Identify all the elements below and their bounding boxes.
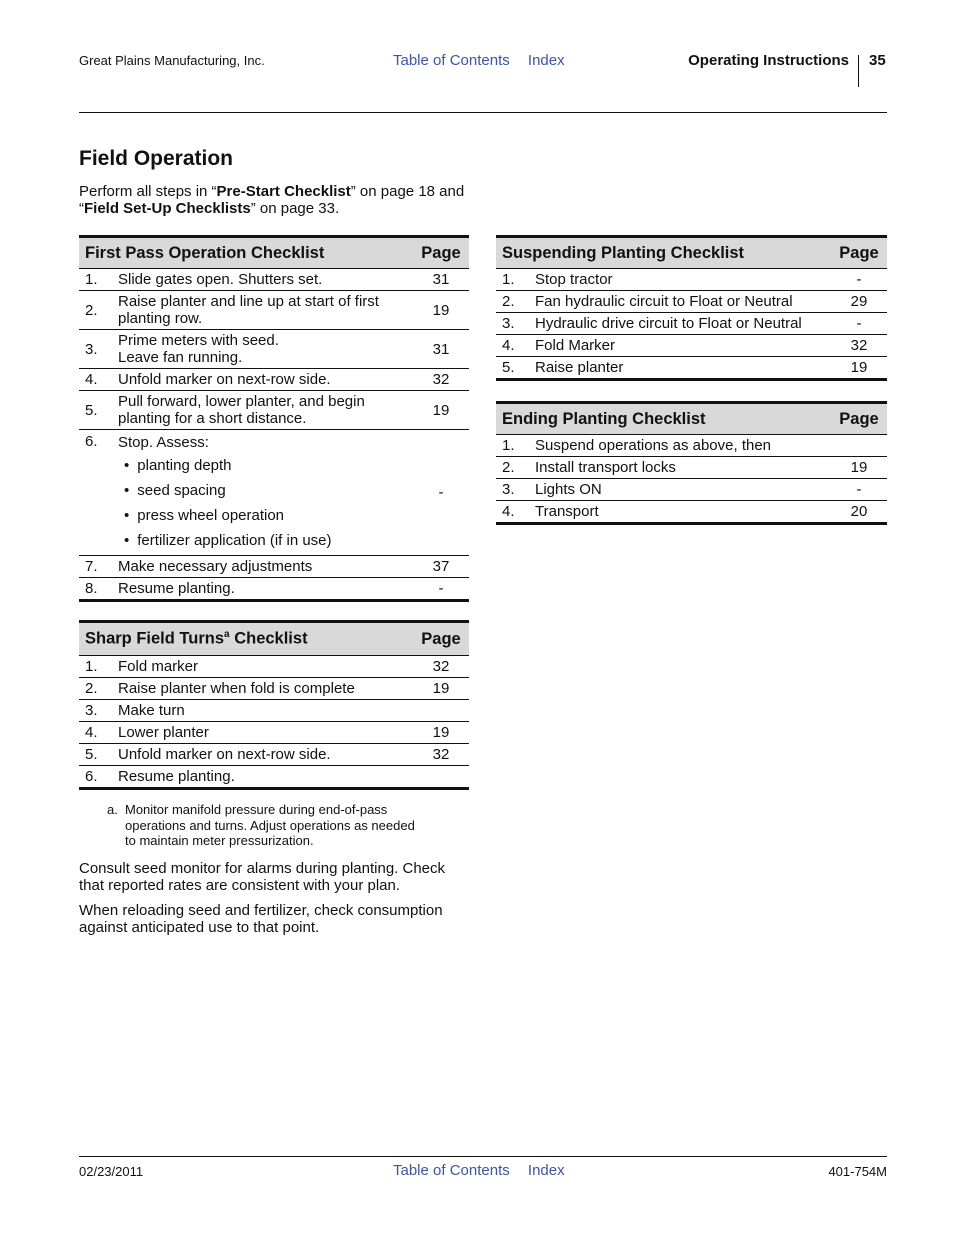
intro-paragraph — [79, 183, 469, 217]
table-title: First Pass Operation Checklist — [79, 237, 413, 269]
section-title: Operating Instructions — [688, 52, 849, 69]
step-number: 4. — [79, 369, 118, 391]
step-number: 5. — [79, 744, 118, 766]
table-title: Suspending Planting Checklist — [496, 237, 831, 269]
bullet-item: • press wheel operation — [124, 503, 413, 528]
bullet-item: • planting depth — [124, 453, 413, 478]
footer-date: 02/23/2011 — [79, 1164, 144, 1179]
step-number: 2. — [496, 457, 535, 479]
page-ref: 32 — [831, 335, 887, 357]
page-ref: 29 — [831, 291, 887, 313]
page-column-header: Page — [831, 403, 887, 435]
table-row — [496, 457, 887, 479]
table-row — [496, 335, 887, 357]
table-row — [79, 391, 469, 430]
table-row — [79, 766, 469, 789]
ending-planting-checklist-table — [496, 401, 887, 525]
step-text: Resume planting. — [118, 578, 413, 601]
header-divider — [858, 55, 859, 87]
step-text: Pull forward, lower planter, and begin planting for a short distance. — [118, 391, 413, 430]
footnote-text: to maintain meter pressurization. — [125, 833, 314, 848]
table-row — [496, 269, 887, 291]
page-ref: - — [831, 479, 887, 501]
step-text: Raise planter and line up at start of first planting row. — [118, 291, 413, 330]
step-number: 8. — [79, 578, 118, 601]
page-ref: 32 — [413, 744, 469, 766]
step-text: Unfold marker on next-row side. — [118, 369, 413, 391]
step-number: 3. — [79, 330, 118, 369]
page-ref: 31 — [413, 269, 469, 291]
step-number: 5. — [79, 391, 118, 430]
table-row — [79, 656, 469, 678]
page-ref: 19 — [413, 722, 469, 744]
page-ref: - — [413, 578, 469, 601]
step-number: 2. — [496, 291, 535, 313]
step-number: 5. — [496, 357, 535, 380]
page-ref: 32 — [413, 369, 469, 391]
table-row — [79, 700, 469, 722]
seed-monitor-paragraph: Consult seed monitor for alarms during planting. Check that reported rates are consistent with your plan. — [79, 860, 446, 894]
step-text: Stop tractor — [535, 269, 831, 291]
header-rule — [79, 112, 887, 113]
intro-ref-setup: Field Set-Up Checklists — [84, 200, 251, 217]
header-nav — [393, 52, 579, 69]
table-row — [496, 435, 887, 457]
table-row — [79, 269, 469, 291]
step-number: 6. — [79, 766, 118, 789]
step-number: 4. — [496, 335, 535, 357]
table-row — [496, 313, 887, 335]
step-number: 3. — [79, 700, 118, 722]
step-text: Make turn — [118, 700, 413, 722]
page-column-header: Page — [413, 237, 469, 269]
table-row — [496, 291, 887, 313]
step-text: Raise planter when fold is complete — [118, 678, 413, 700]
document-number: 401-754M — [828, 1164, 887, 1179]
step-text: Resume planting. — [118, 766, 413, 789]
table-of-contents-link[interactable]: Table of Contents — [393, 52, 510, 69]
footnote-text: Monitor manifold pressure during end-of-pass — [125, 802, 388, 817]
intro-ref-prestart: Pre-Start Checklist — [216, 183, 351, 200]
bullet-item: • seed spacing — [124, 478, 413, 503]
step-number: 3. — [496, 479, 535, 501]
page-ref: 32 — [413, 656, 469, 678]
index-link[interactable]: Index — [527, 52, 565, 69]
step-text: Slide gates open. Shutters set. — [118, 269, 413, 291]
step-number: 1. — [496, 435, 535, 457]
step-text: Fold Marker — [535, 335, 831, 357]
page-ref: - — [413, 430, 469, 556]
table-row — [79, 722, 469, 744]
intro-text: ” on page 18 and “ — [79, 183, 465, 217]
table-row — [79, 291, 469, 330]
table-title-text: Sharp Field Turns — [85, 629, 225, 648]
footnote-marker: a — [224, 629, 230, 641]
first-pass-checklist-table — [79, 235, 469, 602]
page-ref: 19 — [413, 391, 469, 430]
footnote-letter: a. — [107, 802, 118, 817]
page-ref — [413, 700, 469, 722]
table-row — [496, 501, 887, 524]
table-title-text: Checklist — [229, 629, 308, 648]
step-text: Make necessary adjustments — [118, 556, 413, 578]
step-text: Raise planter — [535, 357, 831, 380]
table-title — [79, 622, 413, 656]
step-number: 4. — [496, 501, 535, 524]
step-text-line: Prime meters with seed. — [118, 332, 279, 349]
step-number: 3. — [496, 313, 535, 335]
step-number: 6. — [79, 430, 118, 556]
page-ref: 20 — [831, 501, 887, 524]
reloading-paragraph: When reloading seed and fertilizer, check consumption against anticipated use to that point. — [79, 902, 443, 936]
step-number: 1. — [79, 656, 118, 678]
step-text — [118, 330, 413, 369]
step-text: Fold marker — [118, 656, 413, 678]
page-ref: 31 — [413, 330, 469, 369]
page-ref: - — [831, 313, 887, 335]
step-heading: Stop. Assess: — [118, 434, 209, 451]
footnote-text: operations and turns. Adjust operations as needed — [125, 817, 415, 833]
page-number: 35 — [869, 52, 886, 69]
page-ref: 19 — [413, 678, 469, 700]
table-row — [79, 556, 469, 578]
company-name: Great Plains Manufacturing, Inc. — [79, 53, 265, 68]
sharp-field-turns-checklist-table — [79, 620, 469, 790]
page-ref: 19 — [413, 291, 469, 330]
index-link[interactable]: Index — [527, 1162, 565, 1179]
footer-nav — [393, 1162, 579, 1179]
table-row — [79, 578, 469, 601]
page-ref: - — [831, 269, 887, 291]
table-row — [79, 678, 469, 700]
step-text: Hydraulic drive circuit to Float or Neutral — [535, 313, 831, 335]
step-text — [118, 430, 413, 556]
step-number: 7. — [79, 556, 118, 578]
step-text: Suspend operations as above, then — [535, 435, 831, 457]
page-title: Field Operation — [79, 147, 234, 170]
step-number: 1. — [496, 269, 535, 291]
page-column-header: Page — [413, 622, 469, 656]
bullet-item: • fertilizer application (if in use) — [124, 528, 413, 553]
page-ref — [413, 766, 469, 789]
table-footnote — [107, 802, 452, 849]
page-ref: 19 — [831, 357, 887, 380]
table-row — [79, 744, 469, 766]
page-ref: 19 — [831, 457, 887, 479]
table-title: Ending Planting Checklist — [496, 403, 831, 435]
table-row — [79, 430, 469, 556]
step-number: 2. — [79, 291, 118, 330]
table-row — [496, 479, 887, 501]
step-text-line: Leave fan running. — [118, 349, 243, 366]
page-column-header: Page — [831, 237, 887, 269]
page-ref: 37 — [413, 556, 469, 578]
intro-text: Perform all steps in “ — [79, 183, 217, 200]
step-text: Lower planter — [118, 722, 413, 744]
table-row — [79, 369, 469, 391]
page-ref — [831, 435, 887, 457]
table-of-contents-link[interactable]: Table of Contents — [393, 1162, 510, 1179]
intro-text: ” on page 33. — [250, 200, 340, 217]
table-row — [79, 330, 469, 369]
step-number: 1. — [79, 269, 118, 291]
step-text: Unfold marker on next-row side. — [118, 744, 413, 766]
step-text: Install transport locks — [535, 457, 831, 479]
table-row — [496, 357, 887, 380]
step-text: Lights ON — [535, 479, 831, 501]
step-text: Transport — [535, 501, 831, 524]
step-number: 2. — [79, 678, 118, 700]
suspending-planting-checklist-table — [496, 235, 887, 381]
footer-rule — [79, 1156, 887, 1157]
step-text: Fan hydraulic circuit to Float or Neutral — [535, 291, 831, 313]
step-number: 4. — [79, 722, 118, 744]
